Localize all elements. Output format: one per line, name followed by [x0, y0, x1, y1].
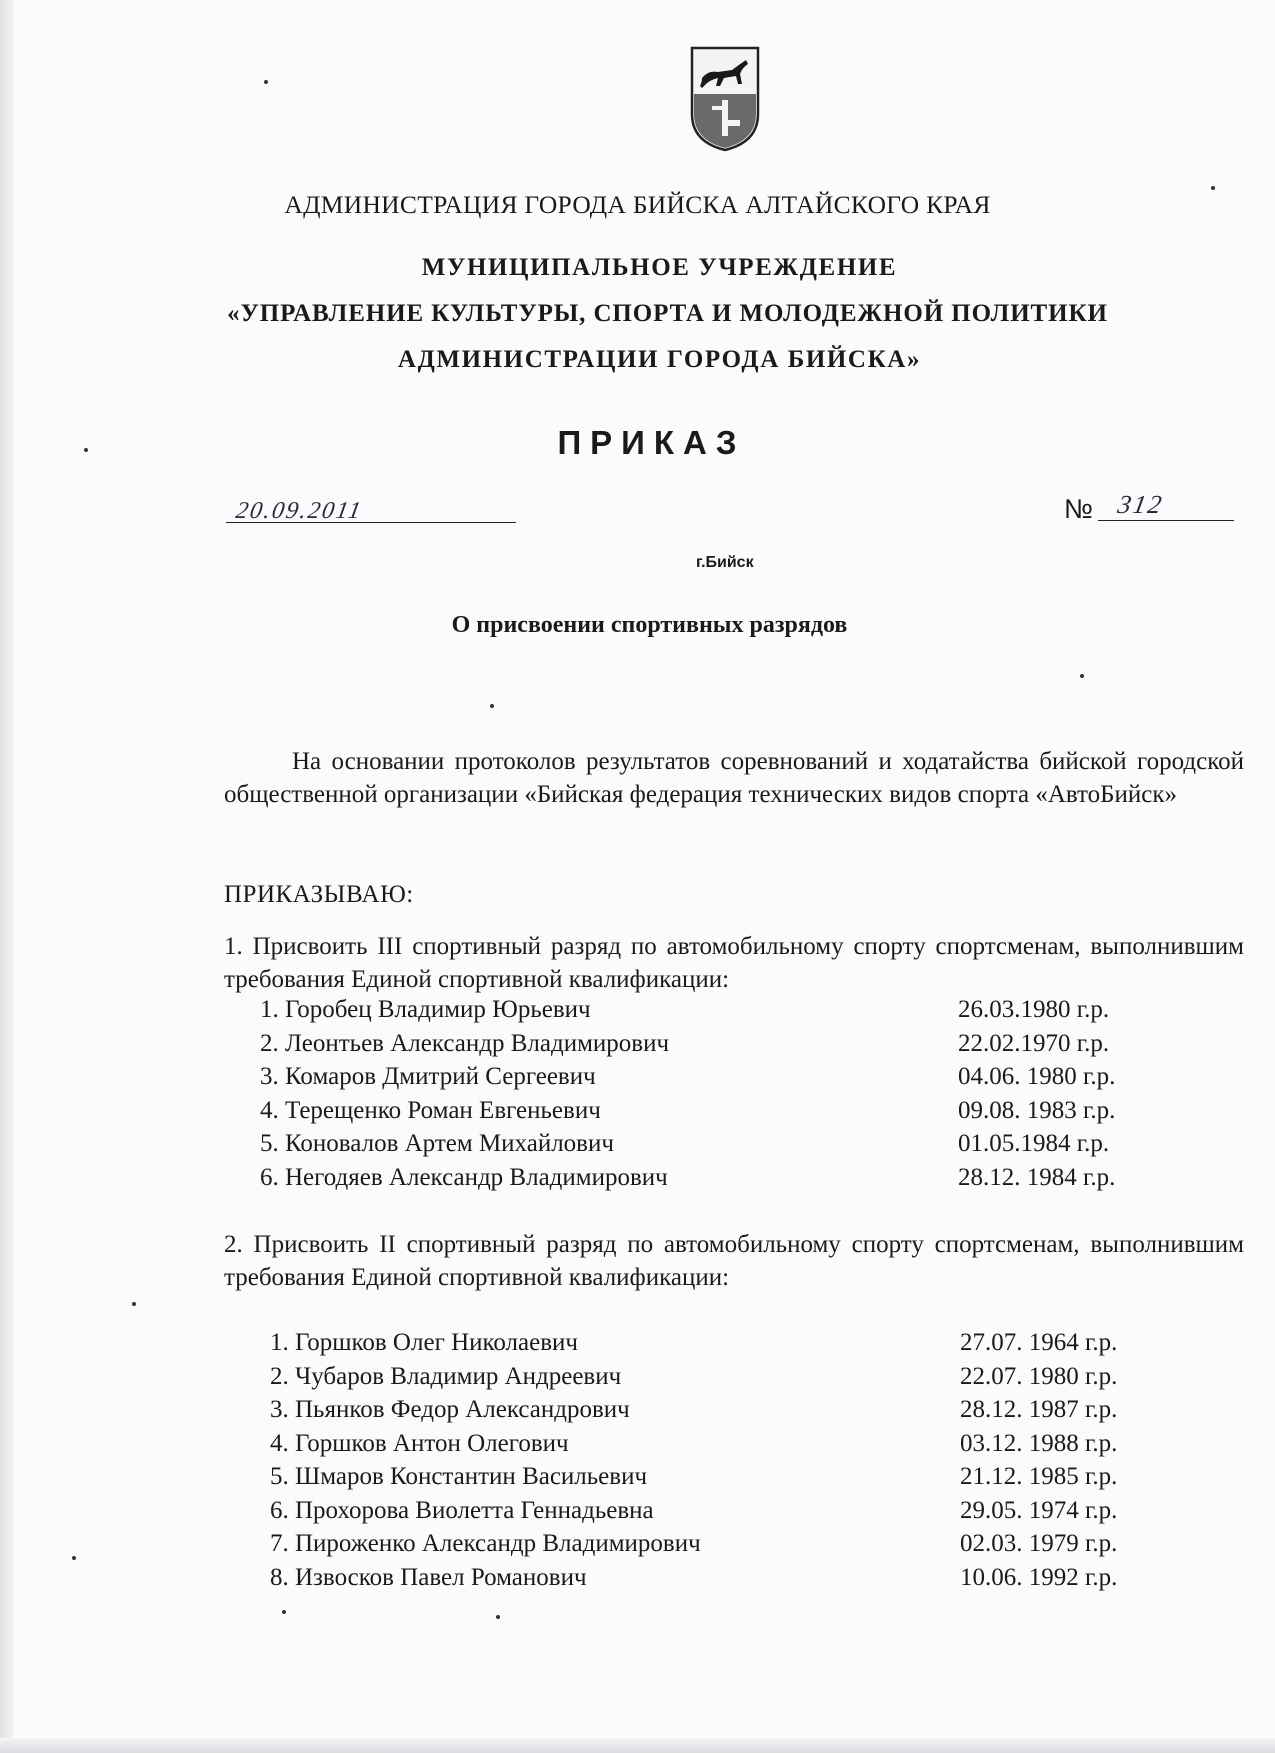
list-item [260, 1060, 1260, 1094]
list-item [270, 1527, 1270, 1561]
list-item [270, 1393, 1270, 1427]
order-number: 312 [1115, 490, 1166, 519]
order-item-1-text: 1. Присвоить III спортивный разряд по автомобильному спорту спортсменам, выполнившим требования Единой спортивной квалификации: [224, 933, 1244, 993]
athlete-name: 6. Прохорова Виолетта Геннадьевна [270, 1496, 654, 1524]
athletes-list-3rd-category [260, 993, 1260, 1194]
scan-speck [84, 448, 88, 452]
list-item [270, 1326, 1270, 1360]
date-underline [226, 522, 516, 523]
athlete-name: 5. Коновалов Артем Михайлович [260, 1130, 614, 1157]
scan-speck [490, 704, 494, 708]
list-item [260, 1161, 1260, 1195]
birth-date: 01.05.1984 г.р. [958, 1130, 1110, 1157]
list-item [260, 1127, 1260, 1161]
athlete-name: 3. Комаров Дмитрий Сергеевич [260, 1063, 596, 1090]
athlete-name: 2. Леонтьев Александр Владимирович [260, 1029, 670, 1057]
athlete-name: 8. Извосков Павел Романович [270, 1563, 587, 1591]
athlete-name: 7. Пироженко Александр Владимирович [270, 1530, 701, 1557]
birth-date: 28.12. 1984 г.р. [958, 1163, 1116, 1191]
athlete-name: 4. Терещенко Роман Евгеньевич [260, 1096, 601, 1124]
page-bottom-edge [0, 1738, 1275, 1753]
page-edge-shadow [0, 0, 14, 1753]
athlete-name: 1. Горшков Олег Николаевич [270, 1329, 578, 1356]
athlete-name: 3. Пьянков Федор Александрович [270, 1396, 630, 1423]
birth-date: 09.08. 1983 г.р. [958, 1096, 1116, 1124]
birth-date: 28.12. 1987 г.р. [960, 1396, 1118, 1423]
scan-speck [132, 1302, 136, 1306]
order-number-label: № [1064, 494, 1093, 524]
scan-speck [282, 1610, 286, 1614]
order-date: 20.09.2011 [233, 498, 365, 524]
birth-date: 26.03.1980 г.р. [958, 996, 1110, 1023]
birth-date: 27.07. 1964 г.р. [960, 1329, 1118, 1356]
list-item [260, 1027, 1260, 1061]
athlete-name: 1. Горобец Владимир Юрьевич [260, 996, 591, 1023]
institution-heading-line2: «УПРАВЛЕНИЕ КУЛЬТУРЫ, СПОРТА И МОЛОДЕЖНОЙ ПОЛИТИКИ [227, 300, 1108, 327]
list-item [270, 1460, 1270, 1494]
birth-date: 22.07. 1980 г.р. [960, 1362, 1118, 1390]
athlete-name: 4. Горшков Антон Олегович [270, 1429, 569, 1457]
birth-date: 02.03. 1979 г.р. [960, 1530, 1118, 1557]
birth-date: 21.12. 1985 г.р. [960, 1463, 1118, 1490]
order-item-2-text: 2. Присвоить II спортивный разряд по автомобильному спорту спортсменам, выполнившим требования Единой спортивной квалификации: [224, 1231, 1244, 1291]
athlete-name: 6. Негодяев Александр Владимирович [260, 1163, 668, 1191]
scan-speck [1211, 186, 1215, 190]
scan-speck [264, 80, 268, 84]
order-subject: О присвоении спортивных разрядов [451, 612, 848, 638]
birth-date: 03.12. 1988 г.р. [960, 1429, 1118, 1457]
orders-label: ПРИКАЗЫВАЮ: [224, 881, 414, 908]
document-type-title: ПРИКАЗ [557, 424, 746, 461]
city-coat-of-arms-icon [688, 44, 762, 154]
birth-date: 22.02.1970 г.р. [958, 1029, 1110, 1057]
institution-heading-line3: АДМИНИСТРАЦИИ ГОРОДА БИЙСКА» [397, 346, 922, 373]
intro-paragraph: На основании протоколов результатов соревнований и ходатайства бийской городской общественной организации «Бийская федерация технических видов спорта «АвтоБийск» [224, 748, 1244, 808]
administration-heading: АДМИНИСТРАЦИЯ ГОРОДА БИЙСКА АЛТАЙСКОГО КРАЯ [284, 190, 991, 219]
scan-speck [1080, 674, 1084, 678]
list-item [270, 1360, 1270, 1394]
list-item [260, 1094, 1260, 1128]
scan-speck [496, 1615, 500, 1619]
athlete-name: 5. Шмаров Константин Васильевич [270, 1463, 648, 1490]
athletes-list-2nd-category [270, 1326, 1270, 1594]
birth-date: 04.06. 1980 г.р. [958, 1063, 1116, 1090]
birth-date: 29.05. 1974 г.р. [960, 1496, 1118, 1524]
scan-speck [72, 1556, 76, 1560]
institution-heading-line1: МУНИЦИПАЛЬНОЕ УЧРЕЖДЕНИЕ [421, 254, 898, 281]
list-item [270, 1427, 1270, 1461]
athlete-name: 2. Чубаров Владимир Андреевич [270, 1362, 622, 1390]
birth-date: 10.06. 1992 г.р. [960, 1563, 1118, 1591]
list-item [270, 1561, 1270, 1595]
number-underline [1098, 520, 1234, 521]
list-item [260, 993, 1260, 1027]
city-name: г.Бийск [696, 554, 754, 571]
list-item [270, 1494, 1270, 1528]
